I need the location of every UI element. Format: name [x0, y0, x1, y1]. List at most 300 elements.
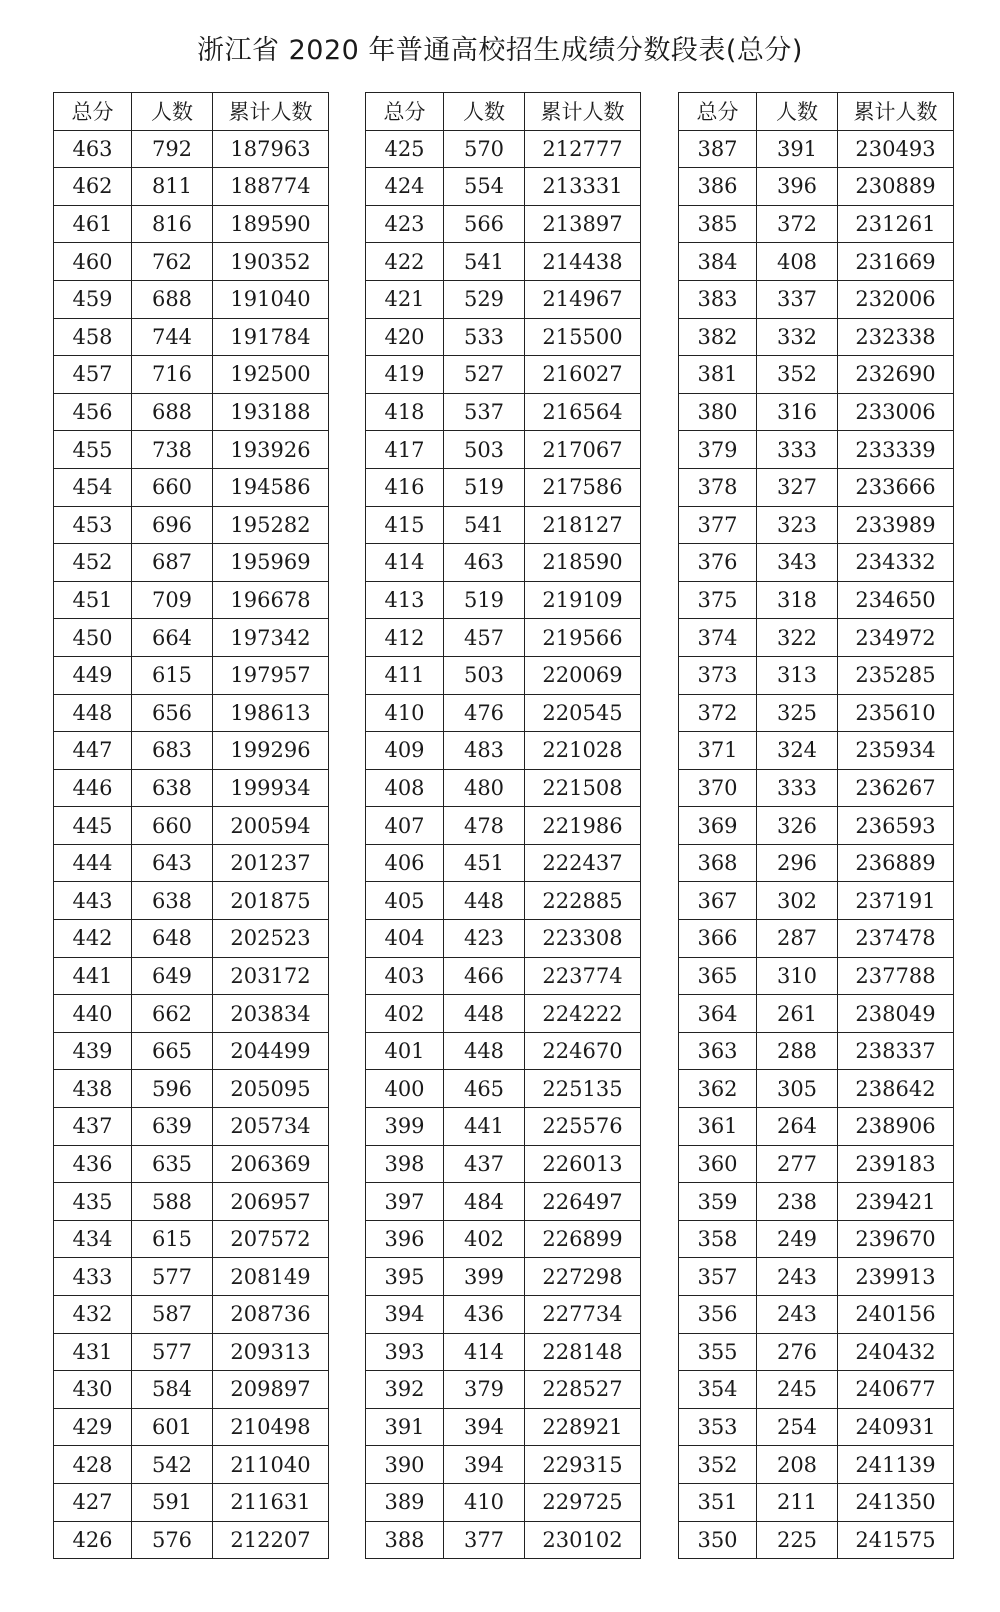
table-row	[679, 1483, 954, 1521]
cumulative-cell: 231261	[838, 205, 954, 243]
table-row	[679, 168, 954, 206]
count-cell: 211	[757, 1483, 838, 1521]
count-cell: 333	[757, 769, 838, 807]
count-cell: 323	[757, 506, 838, 544]
cumulative-cell: 238906	[838, 1108, 954, 1146]
table-row	[54, 1483, 329, 1521]
table-row	[679, 807, 954, 845]
count-cell: 588	[132, 1183, 213, 1221]
count-cell: 243	[757, 1258, 838, 1296]
score-cell: 460	[54, 243, 132, 281]
count-cell: 596	[132, 1070, 213, 1108]
table-row	[679, 205, 954, 243]
score-cell: 379	[679, 431, 757, 469]
table-row	[679, 356, 954, 394]
count-cell: 394	[444, 1408, 525, 1446]
count-cell: 352	[757, 356, 838, 394]
score-cell: 351	[679, 1483, 757, 1521]
table-row	[679, 1371, 954, 1409]
cumulative-cell: 191784	[213, 318, 329, 356]
score-cell: 411	[366, 656, 444, 694]
table-row	[679, 280, 954, 318]
table-row	[366, 1183, 641, 1221]
count-cell: 318	[757, 581, 838, 619]
count-cell: 615	[132, 656, 213, 694]
count-cell: 448	[444, 995, 525, 1033]
table-row	[54, 544, 329, 582]
cumulative-cell: 207572	[213, 1220, 329, 1258]
score-cell: 385	[679, 205, 757, 243]
table-row	[54, 1070, 329, 1108]
cumulative-cell: 222437	[525, 844, 641, 882]
cumulative-cell: 218127	[525, 506, 641, 544]
table-row	[366, 920, 641, 958]
count-cell: 208	[757, 1446, 838, 1484]
table-row	[54, 1183, 329, 1221]
score-cell: 438	[54, 1070, 132, 1108]
cumulative-cell: 220069	[525, 656, 641, 694]
count-cell: 377	[444, 1521, 525, 1559]
table-row	[366, 882, 641, 920]
score-cell: 391	[366, 1408, 444, 1446]
cumulative-cell: 238642	[838, 1070, 954, 1108]
table-row	[679, 1258, 954, 1296]
table-row	[366, 1521, 641, 1559]
cumulative-cell: 205095	[213, 1070, 329, 1108]
score-cell: 400	[366, 1070, 444, 1108]
count-cell: 541	[444, 243, 525, 281]
count-cell: 662	[132, 995, 213, 1033]
score-cell: 457	[54, 356, 132, 394]
count-cell: 333	[757, 431, 838, 469]
table-row	[54, 431, 329, 469]
cumulative-cell: 224670	[525, 1032, 641, 1070]
score-cell: 394	[366, 1296, 444, 1334]
table-row	[54, 807, 329, 845]
cumulative-cell: 201875	[213, 882, 329, 920]
score-cell: 352	[679, 1446, 757, 1484]
score-cell: 384	[679, 243, 757, 281]
count-cell: 277	[757, 1145, 838, 1183]
score-cell: 364	[679, 995, 757, 1033]
score-cell: 378	[679, 468, 757, 506]
count-cell: 533	[444, 318, 525, 356]
count-cell: 372	[757, 205, 838, 243]
cumulative-cell: 189590	[213, 205, 329, 243]
count-cell: 302	[757, 882, 838, 920]
score-cell: 353	[679, 1408, 757, 1446]
cumulative-cell: 220545	[525, 694, 641, 732]
score-cell: 454	[54, 468, 132, 506]
table-row	[366, 280, 641, 318]
cumulative-cell: 236593	[838, 807, 954, 845]
cumulative-cell: 225135	[525, 1070, 641, 1108]
cumulative-cell: 209313	[213, 1333, 329, 1371]
score-cell: 432	[54, 1296, 132, 1334]
table-row	[679, 732, 954, 770]
header-cumulative: 累计人数	[838, 93, 954, 131]
cumulative-cell: 234972	[838, 619, 954, 657]
table-row	[679, 1070, 954, 1108]
count-cell: 519	[444, 468, 525, 506]
table-row	[679, 1108, 954, 1146]
table-row	[679, 1032, 954, 1070]
header-total-score: 总分	[679, 93, 757, 131]
table-row	[54, 957, 329, 995]
score-cell: 360	[679, 1145, 757, 1183]
score-cell: 357	[679, 1258, 757, 1296]
count-cell: 816	[132, 205, 213, 243]
count-cell: 423	[444, 920, 525, 958]
count-cell: 327	[757, 468, 838, 506]
count-cell: 310	[757, 957, 838, 995]
score-cell: 369	[679, 807, 757, 845]
score-cell: 393	[366, 1333, 444, 1371]
score-cell: 440	[54, 995, 132, 1033]
table-row	[366, 807, 641, 845]
count-cell: 325	[757, 694, 838, 732]
table-row	[54, 506, 329, 544]
table-row	[366, 393, 641, 431]
count-cell: 480	[444, 769, 525, 807]
score-cell: 417	[366, 431, 444, 469]
header-cumulative: 累计人数	[525, 93, 641, 131]
count-cell: 664	[132, 619, 213, 657]
cumulative-cell: 239183	[838, 1145, 954, 1183]
cumulative-cell: 221986	[525, 807, 641, 845]
score-cell: 436	[54, 1145, 132, 1183]
count-cell: 483	[444, 732, 525, 770]
count-cell: 332	[757, 318, 838, 356]
cumulative-cell: 212777	[525, 130, 641, 168]
score-cell: 372	[679, 694, 757, 732]
score-cell: 350	[679, 1521, 757, 1559]
score-cell: 392	[366, 1371, 444, 1409]
cumulative-cell: 224222	[525, 995, 641, 1033]
score-cell: 426	[54, 1521, 132, 1559]
cumulative-cell: 208736	[213, 1296, 329, 1334]
table-row	[366, 732, 641, 770]
score-cell: 413	[366, 581, 444, 619]
table-row	[366, 581, 641, 619]
count-cell: 554	[444, 168, 525, 206]
table-row	[366, 318, 641, 356]
score-cell: 456	[54, 393, 132, 431]
table-row	[54, 243, 329, 281]
count-cell: 541	[444, 506, 525, 544]
table-row	[679, 431, 954, 469]
score-cell: 381	[679, 356, 757, 394]
score-cell: 452	[54, 544, 132, 582]
table-row	[679, 1145, 954, 1183]
count-cell: 638	[132, 769, 213, 807]
count-cell: 399	[444, 1258, 525, 1296]
table-row	[366, 1258, 641, 1296]
score-cell: 389	[366, 1483, 444, 1521]
table-row	[679, 619, 954, 657]
table-row	[679, 769, 954, 807]
table-row	[366, 1408, 641, 1446]
table-row	[54, 1333, 329, 1371]
score-cell: 449	[54, 656, 132, 694]
header-count: 人数	[444, 93, 525, 131]
score-cell: 359	[679, 1183, 757, 1221]
score-cell: 366	[679, 920, 757, 958]
cumulative-cell: 239913	[838, 1258, 954, 1296]
count-cell: 463	[444, 544, 525, 582]
score-cell: 439	[54, 1032, 132, 1070]
score-table-2	[365, 92, 641, 1559]
count-cell: 451	[444, 844, 525, 882]
count-cell: 696	[132, 506, 213, 544]
count-cell: 337	[757, 280, 838, 318]
count-cell: 326	[757, 807, 838, 845]
count-cell: 391	[757, 130, 838, 168]
count-cell: 448	[444, 882, 525, 920]
table-row	[54, 1296, 329, 1334]
header-cumulative: 累计人数	[213, 93, 329, 131]
table-row	[54, 168, 329, 206]
cumulative-cell: 229315	[525, 1446, 641, 1484]
count-cell: 296	[757, 844, 838, 882]
score-cell: 401	[366, 1032, 444, 1070]
score-cell: 419	[366, 356, 444, 394]
cumulative-cell: 230102	[525, 1521, 641, 1559]
count-cell: 448	[444, 1032, 525, 1070]
count-cell: 322	[757, 619, 838, 657]
score-cell: 365	[679, 957, 757, 995]
cumulative-cell: 197957	[213, 656, 329, 694]
cumulative-cell: 214967	[525, 280, 641, 318]
cumulative-cell: 213331	[525, 168, 641, 206]
cumulative-cell: 235610	[838, 694, 954, 732]
table-row	[54, 1108, 329, 1146]
score-cell: 409	[366, 732, 444, 770]
cumulative-cell: 241350	[838, 1483, 954, 1521]
count-cell: 457	[444, 619, 525, 657]
cumulative-cell: 236267	[838, 769, 954, 807]
score-cell: 368	[679, 844, 757, 882]
score-cell: 388	[366, 1521, 444, 1559]
cumulative-cell: 234332	[838, 544, 954, 582]
cumulative-cell: 203834	[213, 995, 329, 1033]
cumulative-cell: 232006	[838, 280, 954, 318]
score-cell: 429	[54, 1408, 132, 1446]
score-cell: 437	[54, 1108, 132, 1146]
table-row	[679, 920, 954, 958]
score-cell: 427	[54, 1483, 132, 1521]
header-count: 人数	[132, 93, 213, 131]
cumulative-cell: 217586	[525, 468, 641, 506]
count-cell: 687	[132, 544, 213, 582]
cumulative-cell: 219109	[525, 581, 641, 619]
table-row	[366, 1070, 641, 1108]
table-row	[679, 882, 954, 920]
cumulative-cell: 223308	[525, 920, 641, 958]
cumulative-cell: 212207	[213, 1521, 329, 1559]
count-cell: 537	[444, 393, 525, 431]
count-cell: 744	[132, 318, 213, 356]
score-cell: 444	[54, 844, 132, 882]
count-cell: 287	[757, 920, 838, 958]
count-cell: 476	[444, 694, 525, 732]
score-cell: 443	[54, 882, 132, 920]
table-row	[679, 1183, 954, 1221]
count-cell: 466	[444, 957, 525, 995]
score-cell: 462	[54, 168, 132, 206]
count-cell: 688	[132, 393, 213, 431]
count-cell: 503	[444, 656, 525, 694]
score-cell: 370	[679, 769, 757, 807]
count-cell: 660	[132, 807, 213, 845]
cumulative-cell: 231669	[838, 243, 954, 281]
cumulative-cell: 232338	[838, 318, 954, 356]
score-cell: 405	[366, 882, 444, 920]
score-table-1	[53, 92, 329, 1559]
table-row	[54, 1521, 329, 1559]
table-row	[54, 1032, 329, 1070]
cumulative-cell: 211040	[213, 1446, 329, 1484]
table-row	[366, 844, 641, 882]
cumulative-cell: 216027	[525, 356, 641, 394]
table-row	[54, 205, 329, 243]
score-cell: 415	[366, 506, 444, 544]
score-cell: 434	[54, 1220, 132, 1258]
score-cell: 428	[54, 1446, 132, 1484]
cumulative-cell: 234650	[838, 581, 954, 619]
count-cell: 577	[132, 1258, 213, 1296]
table-row	[679, 1521, 954, 1559]
cumulative-cell: 236889	[838, 844, 954, 882]
table-row	[366, 130, 641, 168]
score-cell: 408	[366, 769, 444, 807]
cumulative-cell: 228148	[525, 1333, 641, 1371]
table-row	[366, 1446, 641, 1484]
cumulative-cell: 233339	[838, 431, 954, 469]
count-cell: 313	[757, 656, 838, 694]
cumulative-cell: 214438	[525, 243, 641, 281]
count-cell: 316	[757, 393, 838, 431]
table-row	[366, 957, 641, 995]
table-row	[54, 732, 329, 770]
table-row	[366, 205, 641, 243]
count-cell: 615	[132, 1220, 213, 1258]
cumulative-cell: 228921	[525, 1408, 641, 1446]
cumulative-cell: 226497	[525, 1183, 641, 1221]
score-cell: 445	[54, 807, 132, 845]
table-row	[679, 393, 954, 431]
score-cell: 407	[366, 807, 444, 845]
cumulative-cell: 218590	[525, 544, 641, 582]
score-cell: 367	[679, 882, 757, 920]
cumulative-cell: 229725	[525, 1483, 641, 1521]
table-row	[366, 769, 641, 807]
cumulative-cell: 217067	[525, 431, 641, 469]
cumulative-cell: 237478	[838, 920, 954, 958]
cumulative-cell: 203172	[213, 957, 329, 995]
count-cell: 225	[757, 1521, 838, 1559]
table-row	[54, 882, 329, 920]
table-row	[54, 1258, 329, 1296]
score-cell: 433	[54, 1258, 132, 1296]
count-cell: 576	[132, 1521, 213, 1559]
count-cell: 245	[757, 1371, 838, 1409]
cumulative-cell: 215500	[525, 318, 641, 356]
count-cell: 288	[757, 1032, 838, 1070]
count-cell: 465	[444, 1070, 525, 1108]
score-cell: 375	[679, 581, 757, 619]
cumulative-cell: 232690	[838, 356, 954, 394]
cumulative-cell: 209897	[213, 1371, 329, 1409]
count-cell: 436	[444, 1296, 525, 1334]
score-cell: 382	[679, 318, 757, 356]
cumulative-cell: 195282	[213, 506, 329, 544]
score-cell: 363	[679, 1032, 757, 1070]
count-cell: 601	[132, 1408, 213, 1446]
score-cell: 435	[54, 1183, 132, 1221]
cumulative-cell: 238337	[838, 1032, 954, 1070]
score-cell: 406	[366, 844, 444, 882]
score-cell: 387	[679, 130, 757, 168]
table-row	[54, 130, 329, 168]
cumulative-cell: 191040	[213, 280, 329, 318]
table-row	[679, 1220, 954, 1258]
count-cell: 709	[132, 581, 213, 619]
table-row	[366, 356, 641, 394]
cumulative-cell: 197342	[213, 619, 329, 657]
cumulative-cell: 200594	[213, 807, 329, 845]
count-cell: 394	[444, 1446, 525, 1484]
table-row	[54, 920, 329, 958]
count-cell: 478	[444, 807, 525, 845]
table-row	[54, 1446, 329, 1484]
score-cell: 453	[54, 506, 132, 544]
score-cell: 383	[679, 280, 757, 318]
cumulative-cell: 239670	[838, 1220, 954, 1258]
table-row	[679, 844, 954, 882]
score-cell: 423	[366, 205, 444, 243]
score-cell: 373	[679, 656, 757, 694]
score-cell: 446	[54, 769, 132, 807]
table-row	[54, 468, 329, 506]
score-cell: 442	[54, 920, 132, 958]
count-cell: 343	[757, 544, 838, 582]
table-row	[366, 506, 641, 544]
cumulative-cell: 211631	[213, 1483, 329, 1521]
score-cell: 358	[679, 1220, 757, 1258]
table-row	[366, 431, 641, 469]
table-row	[366, 468, 641, 506]
cumulative-cell: 216564	[525, 393, 641, 431]
cumulative-cell: 188774	[213, 168, 329, 206]
score-cell: 397	[366, 1183, 444, 1221]
table-row	[54, 619, 329, 657]
count-cell: 584	[132, 1371, 213, 1409]
cumulative-cell: 193188	[213, 393, 329, 431]
table-row	[679, 957, 954, 995]
table-row	[54, 318, 329, 356]
cumulative-cell: 238049	[838, 995, 954, 1033]
cumulative-cell: 213897	[525, 205, 641, 243]
cumulative-cell: 193926	[213, 431, 329, 469]
header-count: 人数	[757, 93, 838, 131]
cumulative-cell: 204499	[213, 1032, 329, 1070]
count-cell: 638	[132, 882, 213, 920]
table-row	[54, 581, 329, 619]
table-row	[366, 1108, 641, 1146]
count-cell: 738	[132, 431, 213, 469]
score-cell: 377	[679, 506, 757, 544]
